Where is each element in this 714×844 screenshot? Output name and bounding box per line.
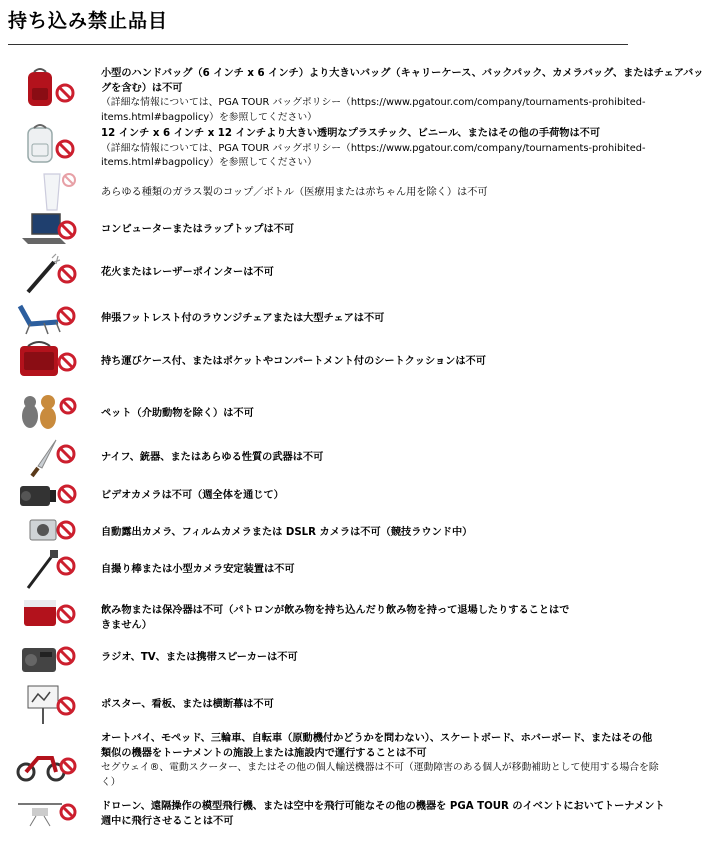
item-text: 持ち運びケース付、またはポケットやコンパートメント付のシートクッションは不可 [101,356,486,367]
item-text: あらゆる種類のガラス製のコップ／ボトル（医療用または赤ちゃん用を除く）は不可 [101,187,488,198]
item-note: （詳細な情報については、PGA TOUR バッグポリシー（https://www.pgatour.com/company/tournaments-prohibited-items.html#bagpolicy）を参照してください） [101,97,646,123]
poster-sign-icon [14,682,80,726]
laser-pointer-icon [14,252,80,296]
title-divider [8,44,628,45]
item-text: 飲み物または保冷器は不可（パトロンが飲み物を持ち込んだり飲み物を持って退場したりすることはできません） [101,605,570,631]
laptop-icon [14,210,80,254]
backpack-red-icon [14,66,80,110]
item-text: ラジオ、TV、または携帯スピーカーは不可 [101,652,298,663]
item-text: 自動露出カメラ、フィルムカメラまたは DSLR カメラは不可（競技ラウンド中） [101,527,473,538]
item-text: ナイフ、銃器、またはあらゆる性質の武器は不可 [101,452,324,463]
item-text: ペット（介助動物を除く）は不可 [101,408,254,419]
item-note: （詳細な情報については、PGA TOUR バッグポリシー（https://www.pgatour.com/company/tournaments-prohibited-items.html#bagpolicy）を参照してください） [101,142,646,168]
pets-icon [14,390,80,434]
item-text: ドローン、遠隔操作の模型飛行機、または空中を飛行可能なその他の機器を PGA TOUR のイベントにおいてトーナメント週中に飛行させることは不可 [101,801,665,827]
item-text: 伸張フットレスト付のラウンジチェアまたは大型チェアは不可 [101,313,385,324]
item-text: ポスター、看板、または横断幕は不可 [101,699,274,710]
page-title: 持ち込み禁止品目 [8,10,169,32]
cooler-icon [14,590,80,634]
item-text: オートバイ、モペッド、三輪車、自転車（原動機付かどうかを問わない）、スケートボード、ホバーボード、またはその他類似の機器をトーナメントの施設上または施設内で運行することは不可 [101,733,653,759]
item-text: 自撮り棒または小型カメラ安定装置は不可 [101,564,295,575]
backpack-clear-icon [14,122,80,166]
drone-icon [14,794,80,838]
radio-icon [14,636,80,680]
item-text: 12 インチ x 6 インチ x 12 インチより大きい透明なプラスチック、ビニール、またはその他の手荷物は不可 [101,128,601,139]
selfie-stick-icon [14,548,80,592]
lounge-chair-icon [14,296,80,340]
cushion-case-icon [14,338,80,382]
item-text: ビデオカメラは不可（週全体を通じて） [101,490,284,501]
item-text: 花火またはレーザーポインターは不可 [101,267,274,278]
glass-cup-icon [14,170,80,214]
item-text: コンピューターまたはラップトップは不可 [101,224,295,235]
item-note: セグウェイ®、電動スクーター、またはその他の個人輸送機器は不可（運動障害のある個人が移動補助として使用する場合を除く） [101,762,659,788]
item-text: 小型のハンドバッグ（6 インチ x 6 インチ）より大きいバッグ（キャリーケース、バックパック、カメラバッグ、またはチェアバッグを含む）は不可 [101,68,704,94]
motorcycle-icon [14,740,80,784]
